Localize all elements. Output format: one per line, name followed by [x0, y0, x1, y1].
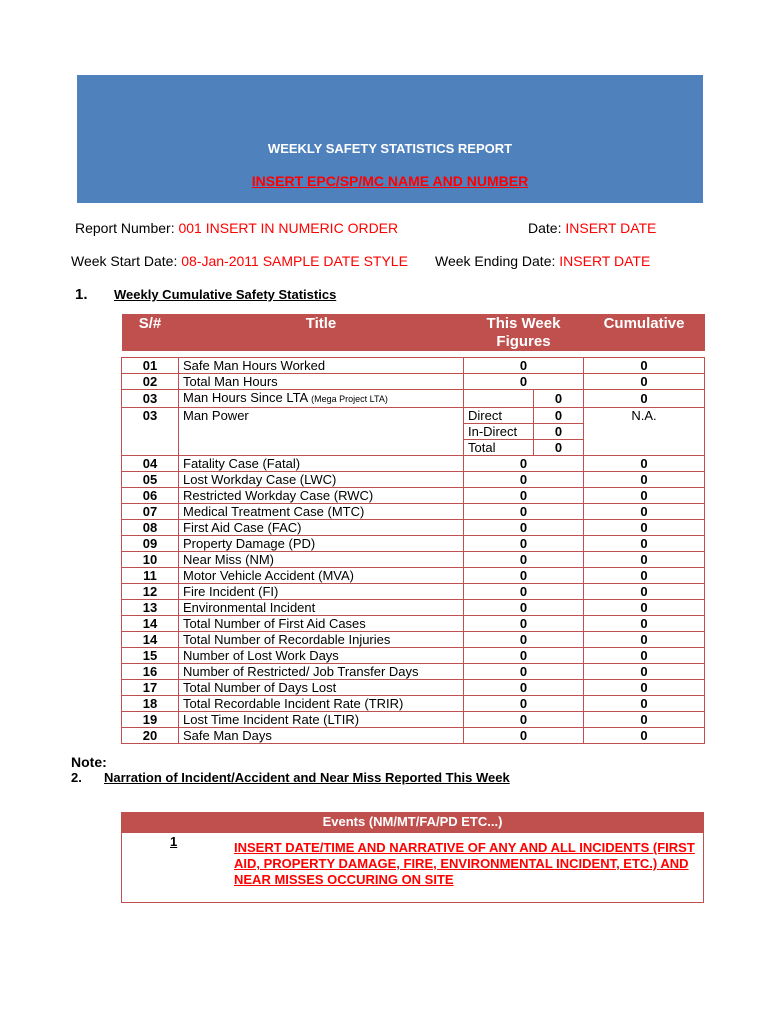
row-title: Medical Treatment Case (MTC): [179, 504, 464, 520]
table-row: [122, 680, 705, 696]
row-title: Total Number of Days Lost: [179, 680, 464, 696]
section-2-heading: [71, 770, 510, 785]
table-row: [122, 358, 705, 374]
safety-statistics-table: [121, 314, 705, 744]
row-sn: 15: [122, 648, 179, 664]
date-value: INSERT DATE: [565, 220, 657, 236]
table-row: [122, 728, 705, 744]
row-title: Restricted Workday Case (RWC): [179, 488, 464, 504]
row-title: Property Damage (PD): [179, 536, 464, 552]
row-sn: 11: [122, 568, 179, 584]
row-sn: 04: [122, 456, 179, 472]
week-end-label: Week Ending Date:: [435, 253, 560, 269]
row-cumulative: 0: [584, 664, 705, 680]
row-sn: 14: [122, 616, 179, 632]
row-cumulative: 0: [584, 520, 705, 536]
row-title: Total Number of Recordable Injuries: [179, 632, 464, 648]
row-title: Motor Vehicle Accident (MVA): [179, 568, 464, 584]
row-this-week: 0: [464, 680, 584, 696]
event-number: 1: [170, 834, 178, 849]
report-banner: [77, 75, 703, 203]
row-sn: 07: [122, 504, 179, 520]
week-end-value: INSERT DATE: [559, 253, 651, 269]
row-title: Fatality Case (Fatal): [179, 456, 464, 472]
table-header-row: [122, 314, 705, 351]
week-end-line: [435, 253, 650, 269]
table-row: [122, 374, 705, 390]
row-sn: 18: [122, 696, 179, 712]
section-2-number: 2.: [71, 770, 82, 785]
row-title: Total Recordable Incident Rate (TRIR): [179, 696, 464, 712]
row-title: Man Power: [179, 408, 464, 456]
row-cumulative: 0: [584, 472, 705, 488]
header-cumulative: Cumulative: [584, 314, 705, 351]
event-narrative: INSERT DATE/TIME AND NARRATIVE OF ANY AND ALL INCIDENTS (FIRST AID, PROPERTY DAMAGE, FIRE, ENVIRONMENTAL INCIDENT, ETC.) AND NEAR MISSES OCCURING ON SITE: [234, 840, 695, 887]
row-sn: 01: [122, 358, 179, 374]
row-cumulative: 0: [584, 488, 705, 504]
row-title: Fire Incident (FI): [179, 584, 464, 600]
table-row: [122, 616, 705, 632]
report-number-value: 001 INSERT IN NUMERIC ORDER: [178, 220, 399, 236]
row-title: Number of Lost Work Days: [179, 648, 464, 664]
row-empty: [464, 390, 534, 408]
row-title: Near Miss (NM): [179, 552, 464, 568]
row-sn: 06: [122, 488, 179, 504]
report-title: WEEKLY SAFETY STATISTICS REPORT: [267, 141, 513, 156]
table-row: [122, 696, 705, 712]
manpower-indirect-label: In-Direct: [464, 424, 534, 440]
report-number-label: Report Number:: [75, 220, 179, 236]
row-cumulative: 0: [584, 680, 705, 696]
table-row: [122, 584, 705, 600]
row-cumulative: 0: [584, 728, 705, 744]
events-header: Events (NM/MT/FA/PD ETC...): [122, 813, 703, 833]
row-title: Safe Man Days: [179, 728, 464, 744]
row-cumulative: 0: [584, 390, 705, 408]
row-cumulative: 0: [584, 600, 705, 616]
row-this-week: 0: [464, 536, 584, 552]
report-number-line: [75, 220, 398, 236]
row-this-week: 0: [464, 552, 584, 568]
row-this-week: 0: [464, 728, 584, 744]
row-cumulative: 0: [584, 712, 705, 728]
table-row: [122, 488, 705, 504]
row-title: [179, 390, 464, 408]
table-row-manpower: [122, 408, 705, 424]
manpower-direct-label: Direct: [464, 408, 534, 424]
row-cumulative: 0: [584, 568, 705, 584]
row-this-week: 0: [464, 632, 584, 648]
row-this-week: 0: [464, 504, 584, 520]
row-title: Lost Time Incident Rate (LTIR): [179, 712, 464, 728]
week-start-label: Week Start Date:: [71, 253, 182, 269]
section-1-title: Weekly Cumulative Safety Statistics: [114, 287, 337, 302]
row-cumulative: N.A.: [584, 408, 705, 456]
row-sn: 08: [122, 520, 179, 536]
table-row: [122, 600, 705, 616]
table-row: [122, 456, 705, 472]
table-row: [122, 632, 705, 648]
table-row: [122, 552, 705, 568]
header-title: Title: [179, 314, 464, 351]
row-sn: 20: [122, 728, 179, 744]
row-cumulative: 0: [584, 552, 705, 568]
lta-title: Man Hours Since LTA: [183, 390, 308, 405]
row-this-week: 0: [464, 358, 584, 374]
date-label: Date:: [528, 220, 566, 236]
manpower-indirect-value: 0: [534, 424, 584, 440]
row-sn: 09: [122, 536, 179, 552]
table-row: [122, 648, 705, 664]
row-this-week: 0: [464, 584, 584, 600]
row-cumulative: 0: [584, 696, 705, 712]
row-title: Total Number of First Aid Cases: [179, 616, 464, 632]
row-title: First Aid Case (FAC): [179, 520, 464, 536]
manpower-total-value: 0: [534, 440, 584, 456]
row-cumulative: 0: [584, 456, 705, 472]
manpower-direct-value: 0: [534, 408, 584, 424]
row-this-week: 0: [464, 600, 584, 616]
row-this-week: 0: [464, 712, 584, 728]
week-start-value: 08-Jan-2011 SAMPLE DATE STYLE: [181, 253, 408, 269]
table-row: [122, 504, 705, 520]
row-sn: 03: [122, 408, 179, 456]
row-sn: 05: [122, 472, 179, 488]
note-label: Note:: [71, 754, 107, 770]
header-this-week: This Week Figures: [464, 314, 584, 351]
row-title: Lost Workday Case (LWC): [179, 472, 464, 488]
row-cumulative: 0: [584, 632, 705, 648]
week-start-line: [71, 253, 408, 269]
row-sn: 02: [122, 374, 179, 390]
table-row: [122, 568, 705, 584]
row-sn: 14: [122, 632, 179, 648]
row-sn: 13: [122, 600, 179, 616]
row-cumulative: 0: [584, 536, 705, 552]
table-row: [122, 712, 705, 728]
row-title: Environmental Incident: [179, 600, 464, 616]
lta-title-note: (Mega Project LTA): [311, 394, 388, 404]
table-row: [122, 664, 705, 680]
table-row: [122, 536, 705, 552]
row-sn: 12: [122, 584, 179, 600]
header-sn: S/#: [122, 314, 179, 351]
row-title: Safe Man Hours Worked: [179, 358, 464, 374]
row-title: Number of Restricted/ Job Transfer Days: [179, 664, 464, 680]
row-cumulative: 0: [584, 358, 705, 374]
events-box: [121, 812, 704, 903]
row-this-week: 0: [464, 374, 584, 390]
table-row: [122, 520, 705, 536]
report-subtitle: INSERT EPC/SP/MC NAME AND NUMBER: [251, 173, 529, 189]
row-cumulative: 0: [584, 504, 705, 520]
row-sn: 19: [122, 712, 179, 728]
row-sn: 03: [122, 390, 179, 408]
row-this-week: 0: [464, 472, 584, 488]
date-line: [528, 220, 656, 236]
row-sn: 17: [122, 680, 179, 696]
section-2-title: Narration of Incident/Accident and Near Miss Reported This Week: [104, 770, 510, 785]
row-cumulative: 0: [584, 648, 705, 664]
row-this-week: 0: [464, 664, 584, 680]
row-this-week: 0: [464, 696, 584, 712]
row-cumulative: 0: [584, 584, 705, 600]
row-cumulative: 0: [584, 374, 705, 390]
section-1-heading: [75, 286, 336, 303]
manpower-total-label: Total: [464, 440, 534, 456]
row-this-week: 0: [464, 648, 584, 664]
row-this-week: 0: [464, 568, 584, 584]
row-this-week: 0: [464, 520, 584, 536]
row-sn: 10: [122, 552, 179, 568]
section-1-number: 1.: [75, 286, 88, 303]
row-title: Total Man Hours: [179, 374, 464, 390]
row-cumulative: 0: [584, 616, 705, 632]
row-sn: 16: [122, 664, 179, 680]
table-row: [122, 472, 705, 488]
row-this-week: 0: [464, 456, 584, 472]
row-this-week: 0: [534, 390, 584, 408]
row-this-week: 0: [464, 488, 584, 504]
table-row-lta: [122, 390, 705, 408]
row-this-week: 0: [464, 616, 584, 632]
